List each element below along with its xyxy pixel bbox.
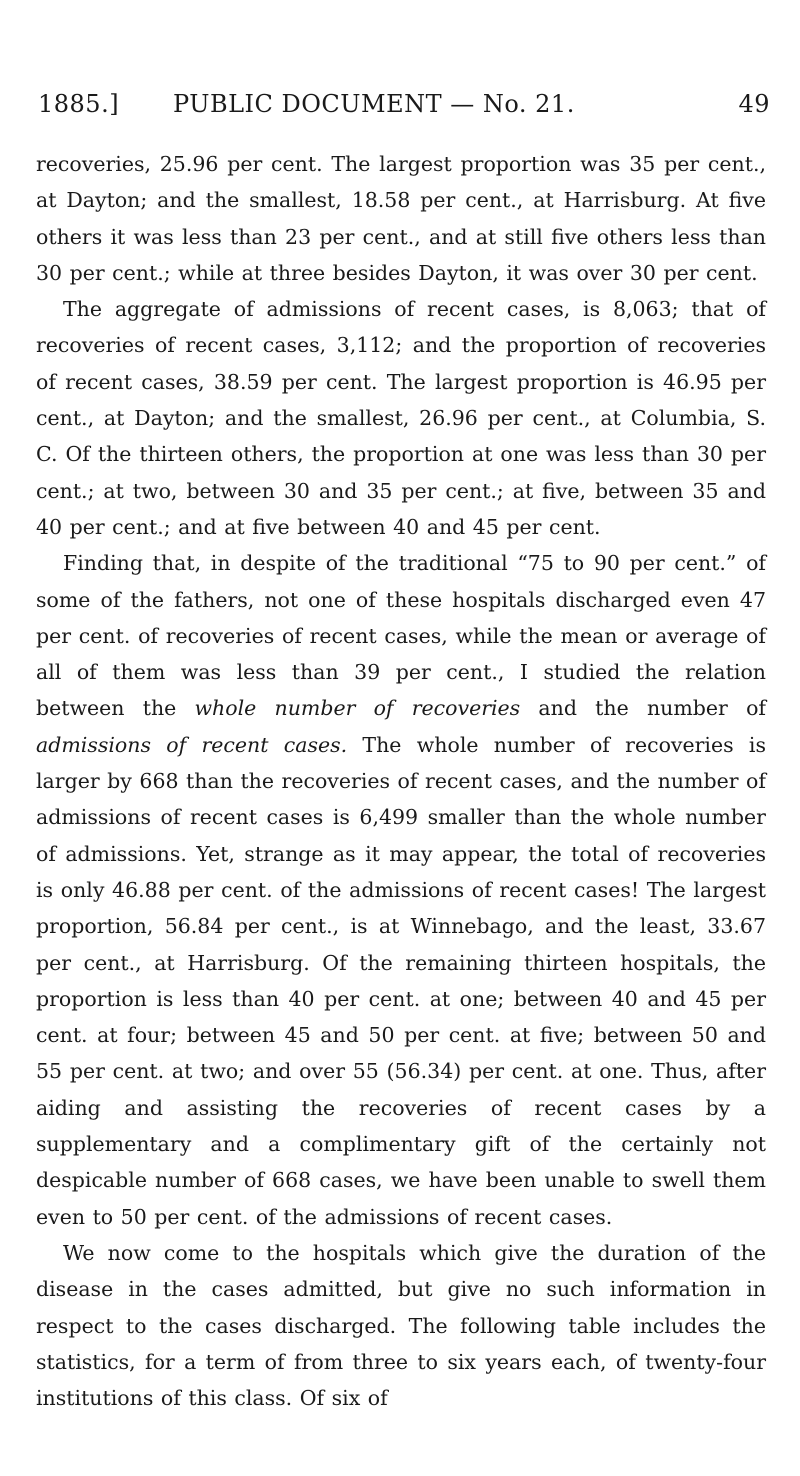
running-header	[38, 90, 770, 126]
emphasis-whole-number-of-recoveries: whole number of recoveries	[194, 696, 521, 721]
body-text	[36, 146, 766, 1416]
paragraph-3-part-a: Finding that, in despite of the traditional “75 to 90 per cent.” of some of the fathers, not one of these hospitals discharged even 47 per cent. of recoveries of recent cases, while the mean or average of all of them was less than 39 per cent., I studied the relation between the	[36, 551, 766, 721]
paragraph-4: We now come to the hospitals which give the duration of the disease in the cases admitted, but give no such information in respect to the cases discharged. The following table includes the statistics, for a term of from three to six years each, of twenty-four institutions of this class. Of six of	[36, 1240, 766, 1411]
paragraph-3-part-b: and the number of	[520, 696, 766, 721]
page-number: 49	[738, 90, 770, 118]
paragraph-3	[36, 545, 766, 1235]
header-year: 1885.]	[38, 90, 120, 118]
emphasis-admissions-of-recent-cases: admissions of recent cases.	[36, 732, 348, 757]
paragraph-3-part-c: The whole number of recoveries is larger by 668 than the recoveries of recent cases, and the number of admissions of recent cases is 6,499 smaller than the whole number of admissions. Yet, strange as it may appear, the total of recoveries is only 46.88 per cent. of the admissions of recent cases! The largest proportion, 56.84 per cent., is at Winnebago, and the least, 33.67 per cent., at Harrisburg. Of the remaining thirteen hospitals, the proportion is less than 40 per cent. at one; between 40 and 45 per cent. at four; between 45 and 50 per cent. at five; between 50 and 55 per cent. at two; and over 55 (56.34) per cent. at one. Thus, after aiding and assisting the recoveries of recent cases by a supplementary and a complimentary gift of the certainly not despicable number of 668 cases, we have been unable to swell them even to 50 per cent. of the admissions of recent cases.	[36, 732, 766, 1229]
header-title: PUBLIC DOCUMENT — No. 21.	[173, 90, 575, 118]
paragraph-1: recoveries, 25.96 per cent. The largest proportion was 35 per cent., at Dayton; and the smallest, 18.58 per cent., at Harrisburg. At five others it was less than 23 per cent., and at still five others less than 30 per cent.; while at three besides Dayton, it was over 30 per cent.	[36, 152, 766, 285]
paragraph-2: The aggregate of admissions of recent cases, is 8,063; that of recoveries of recent cases, 3,112; and the proportion of recoveries of recent cases, 38.59 per cent. The largest proportion is 46.95 per cent., at Dayton; and the smallest, 26.96 per cent., at Columbia, S. C. Of the thirteen others, the proportion at one was less than 30 per cent.; at two, between 30 and 35 per cent.; at five, between 35 and 40 per cent.; and at five between 40 and 45 per cent.	[36, 297, 766, 539]
